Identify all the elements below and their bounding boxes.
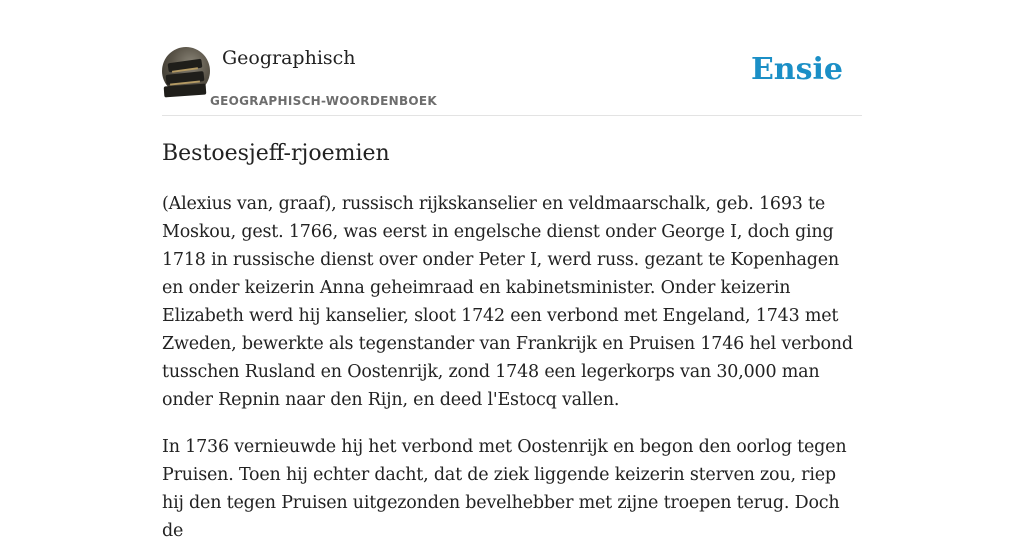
- publication-slug[interactable]: GEOGRAPHISCH-WOORDENBOEK: [210, 94, 437, 108]
- book-image: [164, 84, 207, 98]
- article-paragraph: In 1736 vernieuwde hij het verbond met Oostenrijk en begon den oorlog tegen Pruisen. Toen hij echter dacht, dat de ziek liggende keizerin sterven zou, riep hij den tegen Pruisen uitgezonden bevelhebber met zijne troepen terug. Doch de: [162, 437, 847, 541]
- article-paragraph: (Alexius van, graaf), russisch rijkskanselier en veldmaarschalk, geb. 1693 te Moskou, gest. 1766, was eerst in engelsche dienst onder George I, doch ging 1718 in russische dienst over onder Peter I, werd russ. gezant te Kopenhagen en onder keizerin Anna geheimraad en kabinetsminister. Onder keizerin Elizabeth werd hij kanselier, sloot 1742 een verbond met Engeland, 1743 met Zweden, bewerkte als tegenstander van Frankrijk en Pruisen 1746 hel verbond tusschen Rusland en Oostenrijk, zond 1748 een legerkorps van 30,000 man onder Repnin naar den Rijn, en deed l'Estocq vallen.: [162, 194, 853, 410]
- ensie-logo[interactable]: Ensie: [750, 52, 843, 87]
- article: [162, 138, 862, 545]
- publication-avatar[interactable]: [162, 47, 210, 95]
- article-title: Bestoesjeff-rjoemien: [162, 141, 390, 166]
- publication-title[interactable]: Geographisch: [222, 47, 356, 69]
- publication-header: [162, 46, 862, 116]
